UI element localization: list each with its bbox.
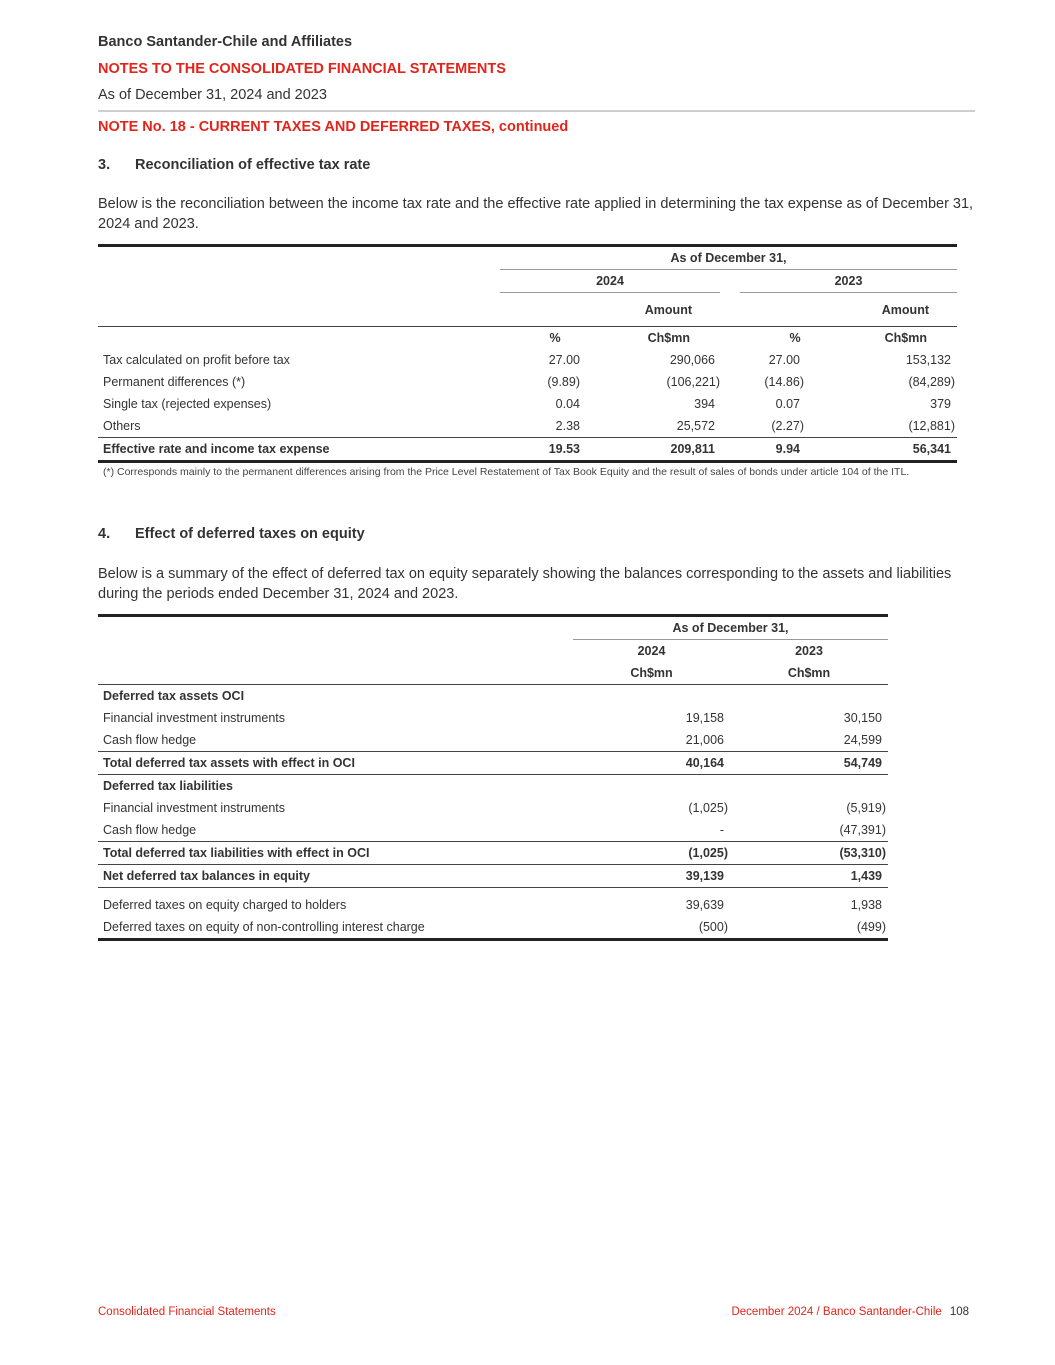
- amt-2023: (84,289): [908, 375, 955, 389]
- t1-pct-2024: %: [549, 331, 561, 345]
- value-2024: (500): [698, 920, 728, 934]
- row-label: Single tax (rejected expenses): [103, 397, 272, 411]
- t1-group-header: As of December 31,: [500, 246, 957, 270]
- table-row: [98, 371, 957, 393]
- row-label: Total deferred tax assets with effect in OCI: [98, 752, 573, 775]
- t1-pct-2023: %: [789, 331, 801, 345]
- section-3-title: Reconciliation of effective tax rate: [135, 157, 371, 173]
- t1-unit-2024: Ch$mn: [647, 331, 690, 345]
- t1-year-2023: 2023: [740, 270, 957, 293]
- t2-unit-2023: Ch$mn: [730, 662, 888, 685]
- assets-header: Deferred tax assets OCI: [103, 689, 245, 703]
- value-2023: 54,749: [730, 752, 888, 775]
- value-2023: (53,310): [730, 842, 888, 865]
- pct-2024: 19.53: [500, 438, 580, 462]
- section-4-paragraph: Below is a summary of the effect of deferred tax on equity separately showing the balances corresponding to the assets and liabilities during the periods ended December 31, 2024 and 2023.: [98, 566, 952, 602]
- pct-2024: 0.04: [555, 397, 580, 411]
- company-name: Banco Santander-Chile and Affiliates: [98, 34, 353, 50]
- value-2024: 21,006: [685, 733, 724, 747]
- table-footnote: (*) Corresponds mainly to the permanent differences arising from the Price Level Restatement of Tax Book Equity and the result of sales of bonds under article 104 of the ITL.: [103, 466, 910, 478]
- table-row: [98, 349, 957, 371]
- pct-2023: (14.86): [764, 375, 804, 389]
- value-2024: -: [719, 823, 724, 837]
- as-of-date: As of December 31, 2024 and 2023: [98, 87, 327, 103]
- table-row: [98, 888, 888, 917]
- note-title: NOTE No. 18 - CURRENT TAXES AND DEFERRED TAXES, continued: [98, 119, 569, 135]
- value-2023: (47,391): [839, 823, 886, 837]
- section-header-row: [98, 775, 888, 798]
- t1-unit-2023: Ch$mn: [884, 331, 927, 345]
- tax-reconciliation-table: [98, 244, 957, 463]
- table-row: [98, 393, 957, 415]
- deferred-tax-equity-table: [98, 614, 888, 941]
- amt-2024: 209,811: [580, 438, 720, 462]
- section-4-heading: [98, 526, 365, 542]
- pct-2024: (9.89): [547, 375, 580, 389]
- value-2023: (5,919): [846, 801, 886, 815]
- row-label: Net deferred tax balances in equity: [98, 865, 573, 888]
- value-2024: 40,164: [573, 752, 730, 775]
- row-label: Cash flow hedge: [103, 733, 197, 747]
- net-row: [98, 865, 888, 888]
- table-row: [98, 916, 888, 940]
- t2-unit-2024: Ch$mn: [573, 662, 730, 685]
- section-3-heading: [98, 157, 370, 173]
- row-label: Deferred taxes on equity of non-controlling interest charge: [103, 920, 425, 934]
- value-2023: 30,150: [843, 711, 882, 725]
- total-row: [98, 752, 888, 775]
- pct-2023: 9.94: [740, 438, 820, 462]
- page-number: 108: [949, 1306, 969, 1318]
- footer-left: Consolidated Financial Statements: [98, 1306, 276, 1318]
- amt-2024: 25,572: [676, 419, 715, 433]
- amt-2023: 56,341: [820, 438, 957, 462]
- amt-2024: (106,221): [666, 375, 720, 389]
- table-row: [98, 819, 888, 842]
- value-2024: 19,158: [685, 711, 724, 725]
- notes-title: NOTES TO THE CONSOLIDATED FINANCIAL STATEMENTS: [98, 61, 506, 77]
- total-row: [98, 438, 957, 462]
- row-label: Deferred taxes on equity charged to holders: [103, 898, 347, 912]
- t2-year-2023: 2023: [795, 644, 823, 658]
- value-2024: 39,139: [573, 865, 730, 888]
- footer-publication: December 2024 / Banco Santander-Chile: [731, 1306, 942, 1318]
- row-label: Total deferred tax liabilities with effect in OCI: [98, 842, 573, 865]
- pct-2024: 27.00: [548, 353, 580, 367]
- pct-2023: (2.27): [771, 419, 804, 433]
- section-header-row: [98, 685, 888, 708]
- t1-year-2024: 2024: [500, 270, 720, 293]
- section-3-number: 3.: [98, 157, 111, 173]
- value-2024: (1,025): [688, 801, 728, 815]
- pct-2024: 2.38: [555, 419, 580, 433]
- pct-2023: 27.00: [768, 353, 800, 367]
- table-row: [98, 415, 957, 438]
- amt-2023: 153,132: [905, 353, 951, 367]
- liabilities-header: Deferred tax liabilities: [103, 779, 233, 793]
- t2-year-2024: 2024: [637, 644, 666, 658]
- row-label: Permanent differences (*): [103, 375, 246, 389]
- t1-amount-2024: Amount: [580, 293, 720, 327]
- row-label: Financial investment instruments: [103, 711, 286, 725]
- footer-right: [731, 1306, 969, 1318]
- t1-amount-2023: Amount: [820, 293, 957, 327]
- value-2023: 1,439: [730, 865, 888, 888]
- t2-group-header: As of December 31,: [573, 616, 888, 640]
- section-4-number: 4.: [98, 526, 111, 542]
- table-row: [98, 729, 888, 752]
- row-label: Financial investment instruments: [103, 801, 286, 815]
- value-2023: 1,938: [850, 898, 882, 912]
- row-label: Tax calculated on profit before tax: [103, 353, 290, 367]
- value-2024: 39,639: [685, 898, 724, 912]
- amt-2024: 394: [694, 397, 715, 411]
- total-row: [98, 842, 888, 865]
- amt-2024: 290,066: [669, 353, 715, 367]
- section-4-title: Effect of deferred taxes on equity: [135, 526, 365, 542]
- row-label: Effective rate and income tax expense: [98, 438, 500, 462]
- value-2023: (499): [856, 920, 886, 934]
- table-row: [98, 797, 888, 819]
- table-row: [98, 707, 888, 729]
- amt-2023: 379: [930, 397, 951, 411]
- row-label: Cash flow hedge: [103, 823, 197, 837]
- pct-2023: 0.07: [775, 397, 800, 411]
- row-label: Others: [103, 419, 141, 433]
- amt-2023: (12,881): [908, 419, 955, 433]
- value-2024: (1,025): [573, 842, 730, 865]
- value-2023: 24,599: [843, 733, 882, 747]
- section-3-paragraph: Below is the reconciliation between the income tax rate and the effective rate applied in determining the tax expense as of December 31, 2024 and 2023.: [98, 196, 974, 232]
- header-divider: [98, 110, 975, 112]
